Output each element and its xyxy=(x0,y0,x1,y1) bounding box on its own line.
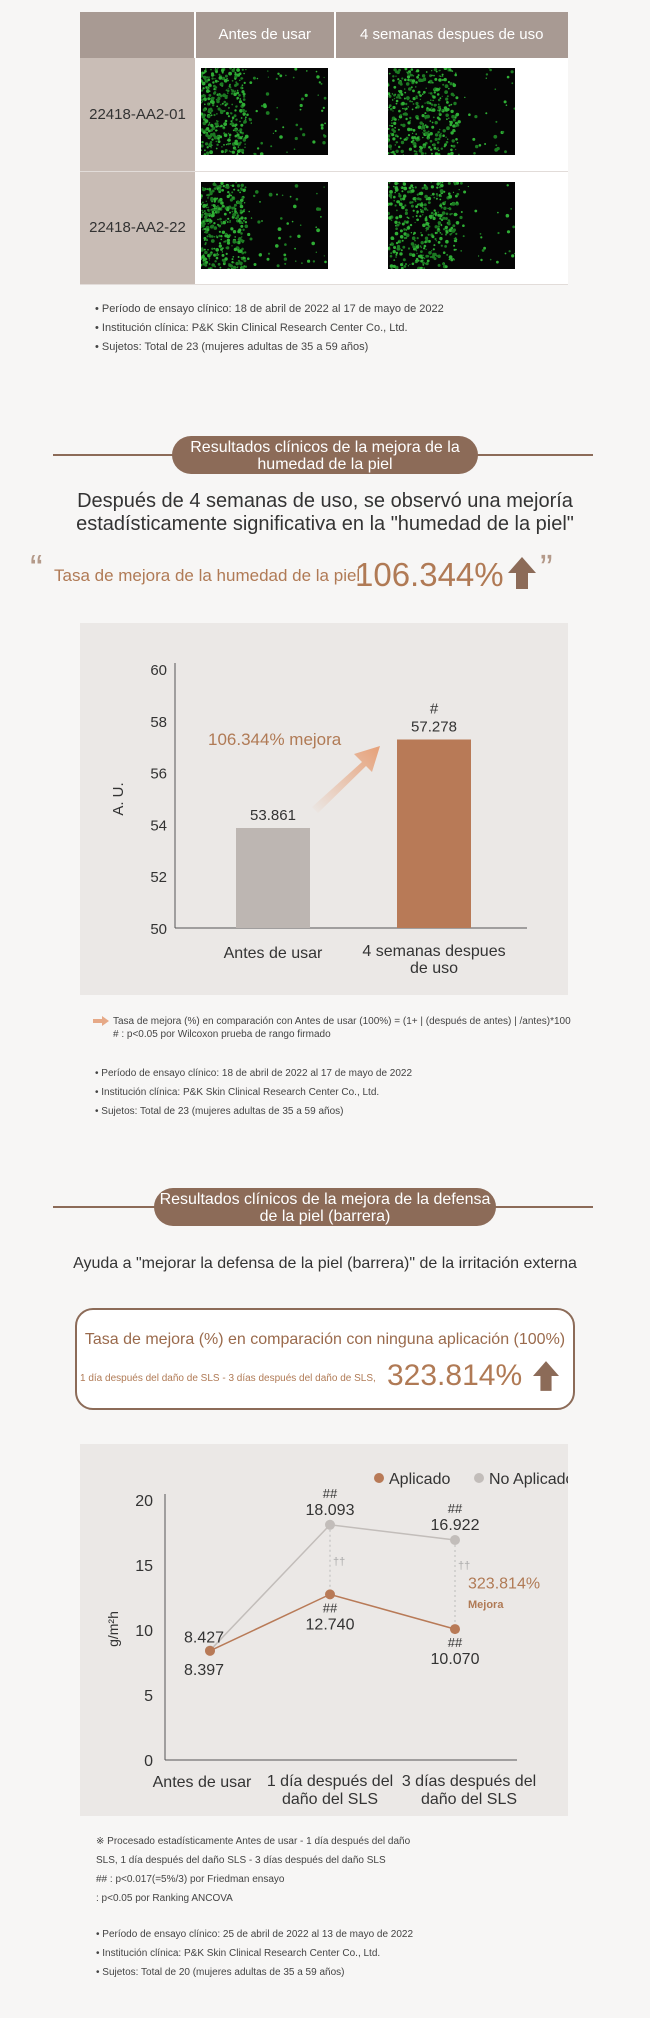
headline-1 xyxy=(0,490,650,536)
data-point xyxy=(450,1624,460,1634)
rate-line xyxy=(30,548,630,602)
arrow-right-icon xyxy=(93,1016,109,1026)
note-line: • Sujetos: Total de 23 (mujeres adultas de 35 a 59 años) xyxy=(95,341,369,353)
y-tick-label: 5 xyxy=(144,1688,153,1705)
microscopy-image xyxy=(388,68,515,155)
note-line: ## : p<0.017(=5%/3) por Friedman ensayo xyxy=(96,1874,285,1885)
note-line: • Institución clínica: P&K Skin Clinical Research Center Co., Ltd. xyxy=(95,1087,380,1098)
y-tick-label: 50 xyxy=(150,921,167,938)
microscopy-image xyxy=(388,182,515,269)
x-tick-label: de uso xyxy=(409,960,459,977)
data-label: 18.093 xyxy=(305,1501,355,1519)
sig-text: # : p<0.05 por Wilcoxon prueba de rango firmado xyxy=(113,1029,331,1040)
barrier-line-chart xyxy=(80,1444,568,1816)
box-title: Tasa de mejora (%) en comparación con ninguna aplicación (100%) xyxy=(84,1331,566,1348)
note-line: • Período de ensayo clínico: 18 de abril de 2022 al 17 de mayo de 2022 xyxy=(95,1068,413,1079)
moisture-bar-chart xyxy=(80,623,568,995)
y-tick-label: 56 xyxy=(150,765,167,783)
row-id: 22418-AA2-22 xyxy=(80,171,195,284)
improvement-label: 106.344% mejora xyxy=(208,730,342,749)
microscopy-image xyxy=(201,68,328,155)
image-cell xyxy=(335,171,568,284)
y-tick-label: 54 xyxy=(150,817,167,835)
x-tick-label: Antes de usar xyxy=(152,1774,252,1791)
col-header-after: 4 semanas despues de uso xyxy=(335,12,568,58)
note-line: • Sujetos: Total de 23 (mujeres adultas de 35 a 59 años) xyxy=(95,1106,344,1117)
data-label: 8.397 xyxy=(183,1661,225,1679)
x-tick-label: daño del SLS xyxy=(420,1791,518,1808)
data-point xyxy=(205,1646,215,1656)
note-line: • Sujetos: Total de 20 (mujeres adultas de 35 a 59 años) xyxy=(96,1967,345,1978)
close-quote: ” xyxy=(540,548,553,590)
data-label: 10.070 xyxy=(430,1651,480,1669)
rate-value: 106.344% xyxy=(355,556,504,593)
dagger-mark: †† xyxy=(458,1559,471,1572)
improvement-word: Mejora xyxy=(468,1598,504,1611)
rate-label: Tasa de mejora de la humedad de la piel xyxy=(54,566,361,585)
legend-marker-not-applied xyxy=(474,1473,484,1483)
data-label: 12.740 xyxy=(305,1616,355,1634)
image-cell xyxy=(195,58,335,171)
table-corner xyxy=(80,12,195,58)
note-line: : p<0.05 por Ranking ANCOVA xyxy=(96,1893,233,1904)
data-point xyxy=(450,1535,460,1545)
significance-mark: ## xyxy=(322,1600,338,1616)
arrow-up-icon xyxy=(508,557,536,594)
note-line: • Institución clínica: P&K Skin Clinical Research Center Co., Ltd. xyxy=(95,322,408,334)
headline-2: Ayuda a "mejorar la defensa de la piel (barrera)" de la irritación externa xyxy=(73,1255,577,1272)
legend-marker-applied xyxy=(374,1473,384,1483)
note-line: • Período de ensayo clínico: 25 de abril de 2022 al 13 de mayo de 2022 xyxy=(96,1929,414,1940)
y-tick-label: 20 xyxy=(135,1493,153,1510)
x-tick-label: 1 día después del xyxy=(266,1773,394,1790)
study-notes-1 xyxy=(95,300,444,357)
box-value: 323.814% xyxy=(387,1359,523,1392)
study-notes-2 xyxy=(95,1064,412,1121)
x-tick-label: Antes de usar xyxy=(223,945,323,962)
x-tick-label: 3 días después del xyxy=(401,1773,537,1790)
section-banner-moisture: Resultados clínicos de la mejora de la humedad de la piel xyxy=(172,436,478,474)
box-sub: 1 día después del daño de SLS - 3 días después del daño de SLS, xyxy=(80,1373,376,1384)
legend-label-not-applied: No Aplicado xyxy=(489,1471,568,1488)
image-cell xyxy=(335,58,568,171)
data-point xyxy=(325,1589,335,1599)
formula-text: Tasa de mejora (%) en comparación con Antes de usar (100%) = (1+ | (después de antes) | /antes)*100 xyxy=(113,1016,571,1027)
microscopy-table xyxy=(80,12,568,285)
significance-mark: ## xyxy=(447,1635,463,1651)
note-line: • Institución clínica: P&K Skin Clinical Research Center Co., Ltd. xyxy=(96,1948,381,1959)
study-notes-3 xyxy=(96,1925,413,1982)
bar-value-label: 57.278 xyxy=(411,718,457,736)
significance-mark: ## xyxy=(447,1501,463,1517)
table-row xyxy=(80,58,568,171)
microscopy-image xyxy=(201,182,328,269)
bar xyxy=(397,739,471,928)
y-tick-label: 60 xyxy=(150,662,167,679)
col-header-before: Antes de usar xyxy=(195,12,335,58)
improvement-arrow xyxy=(312,746,380,813)
x-tick-label: 4 semanas despues xyxy=(362,943,506,960)
note-line: ※ Procesado estadísticamente Antes de usar - 1 día después del daño xyxy=(96,1836,411,1847)
data-label: 8.427 xyxy=(183,1629,225,1647)
section-banner-barrier: Resultados clínicos de la mejora de la defensa de la piel (barrera) xyxy=(154,1188,496,1226)
row-id: 22418-AA2-01 xyxy=(80,58,195,171)
y-tick-label: 15 xyxy=(135,1558,153,1575)
improvement-box xyxy=(75,1308,575,1410)
bar-value-label: 53.861 xyxy=(250,807,296,825)
chart-panel-barrier xyxy=(80,1444,568,1816)
x-tick-label: daño del SLS xyxy=(281,1791,379,1808)
significance-mark: ## xyxy=(322,1485,338,1501)
headline-line: estadísticamente significativa en la "humedad de la piel" xyxy=(76,513,574,535)
y-tick-label: 10 xyxy=(135,1623,153,1640)
improvement-value: 323.814% xyxy=(468,1575,541,1593)
note-line: SLS, 1 día después del daño SLS - 3 días después del daño SLS xyxy=(96,1855,386,1866)
open-quote: “ xyxy=(30,548,43,590)
y-axis-label: A. U. xyxy=(110,782,127,816)
image-cell xyxy=(195,171,335,284)
arrow-up-icon xyxy=(533,1360,559,1397)
bar xyxy=(236,828,310,928)
dagger-mark: †† xyxy=(333,1556,346,1568)
data-point xyxy=(325,1520,335,1530)
y-tick-label: 58 xyxy=(150,713,167,731)
stat-notes xyxy=(96,1832,410,1908)
formula-notes xyxy=(93,1015,571,1041)
data-label: 16.922 xyxy=(430,1517,480,1535)
y-axis-label: g/m²h xyxy=(105,1611,121,1647)
legend-label-applied: Aplicado xyxy=(389,1471,451,1488)
chart-panel-moisture xyxy=(80,623,568,995)
y-tick-label: 52 xyxy=(150,869,167,887)
headline-line: Después de 4 semanas de uso, se observó una mejoría xyxy=(77,490,573,512)
y-tick-label: 0 xyxy=(144,1753,153,1770)
significance-mark: # xyxy=(429,700,439,718)
note-line: • Período de ensayo clínico: 18 de abril de 2022 al 17 de mayo de 2022 xyxy=(95,303,444,315)
table-row xyxy=(80,171,568,284)
